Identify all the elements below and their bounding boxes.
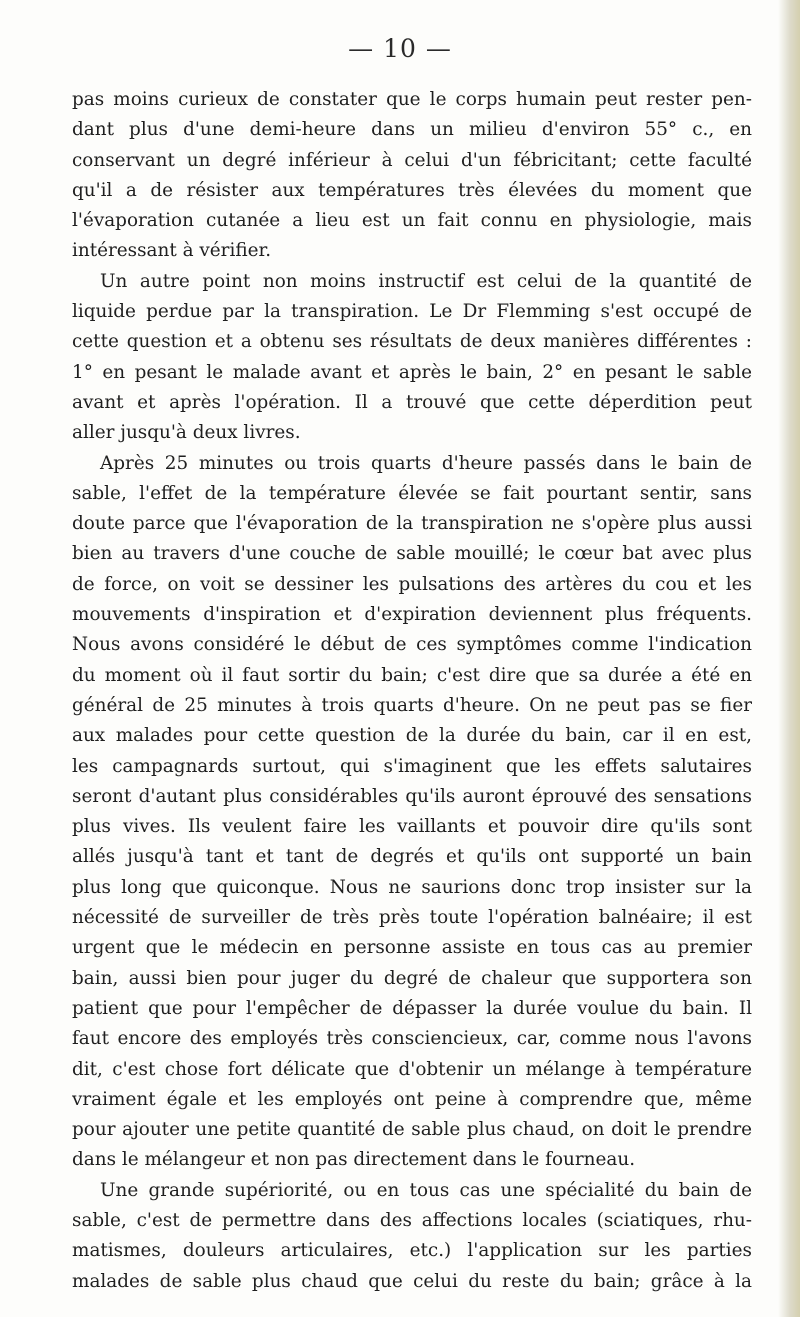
text-line: dant plus d'une demi-heure dans un milieu d'environ 55° c., en — [72, 119, 752, 141]
text-line: faut encore des employés très consciencieux, car, comme nous l'avons — [72, 1028, 752, 1050]
body-text — [72, 85, 752, 1297]
text-line: pour ajouter une petite quantité de sable plus chaud, on doit le prendre — [72, 1119, 752, 1141]
text-line: malades de sable plus chaud que celui du reste du bain; grâce à la — [72, 1270, 752, 1292]
page-number-header: — 10 — — [348, 34, 452, 63]
text-line: du moment où il faut sortir du bain; c'est dire que sa durée a été en — [72, 664, 752, 686]
text-line: les campagnards surtout, qui s'imaginent que les effets salutaires — [72, 755, 752, 777]
text-line: conservant un degré inférieur à celui d'un fébricitant; cette faculté — [72, 149, 752, 171]
paragraph — [72, 267, 752, 449]
paragraph — [72, 1176, 752, 1297]
paragraph — [72, 449, 752, 1176]
text-line: aux malades pour cette question de la durée du bain, car il en est, — [72, 725, 752, 747]
text-line: matismes, douleurs articulaires, etc.) l'application sur les parties — [72, 1240, 752, 1262]
text-line: doute parce que l'évaporation de la transpiration ne s'opère plus aussi — [72, 513, 752, 535]
text-line: Après 25 minutes ou trois quarts d'heure passés dans le bain de — [100, 452, 752, 474]
text-line: dit, c'est chose fort délicate que d'obtenir un mélange à température — [72, 1058, 752, 1080]
text-line: dans le mélangeur et non pas directement dans le fourneau. — [72, 1149, 636, 1171]
text-line: bien au travers d'une couche de sable mouillé; le cœur bat avec plus — [72, 543, 752, 565]
text-line: seront d'autant plus considérables qu'ils auront éprouvé des sensations — [72, 785, 752, 807]
text-line: sable, c'est de permettre dans des affections locales (sciatiques, rhu- — [72, 1209, 752, 1231]
text-line: liquide perdue par la transpiration. Le Dr Flemming s'est occupé de — [72, 301, 752, 323]
page-edge-shadow — [778, 0, 800, 1317]
text-line: l'évaporation cutanée a lieu est un fait connu en physiologie, mais — [72, 210, 752, 232]
text-line: intéressant à vérifier. — [72, 240, 272, 262]
text-line: cette question et a obtenu ses résultats de deux manières différentes : — [72, 331, 752, 353]
text-line: allés jusqu'à tant et tant de degrés et qu'ils ont supporté un bain — [72, 846, 752, 868]
text-line: de force, on voit se dessiner les pulsations des artères du cou et les — [72, 573, 752, 595]
text-line: sable, l'effet de la température élevée se fait pourtant sentir, sans — [72, 482, 752, 504]
text-line: plus vives. Ils veulent faire les vaillants et pouvoir dire qu'ils sont — [72, 816, 752, 838]
text-line: pas moins curieux de constater que le corps humain peut rester pen- — [72, 89, 752, 110]
text-line: nécessité de surveiller de très près toute l'opération balnéaire; il est — [72, 907, 752, 929]
text-line: avant et après l'opération. Il a trouvé que cette déperdition peut — [72, 391, 752, 413]
text-line: général de 25 minutes à trois quarts d'heure. On ne peut pas se fier — [72, 694, 752, 716]
text-line: aller jusqu'à deux livres. — [72, 422, 301, 444]
text-line: bain, aussi bien pour juger du degré de chaleur que supportera son — [72, 967, 752, 989]
paragraph — [72, 85, 752, 267]
text-line: mouvements d'inspiration et d'expiration deviennent plus fréquents. — [72, 604, 752, 626]
text-line: Un autre point non moins instructif est celui de la quantité de — [100, 270, 752, 292]
text-line: Une grande supériorité, ou en tous cas une spécialité du bain de — [100, 1179, 752, 1201]
text-line: patient que pour l'empêcher de dépasser la durée voulue du bain. Il — [72, 997, 752, 1019]
text-line: Nous avons considéré le début de ces symptômes comme l'indication — [72, 634, 752, 656]
text-line: qu'il a de résister aux températures très élevées du moment que — [72, 179, 752, 201]
text-line: vraiment égale et les employés ont peine à comprendre que, même — [72, 1088, 752, 1110]
text-line: plus long que quiconque. Nous ne saurions donc trop insister sur la — [72, 876, 752, 898]
text-line: urgent que le médecin en personne assiste en tous cas au premier — [72, 937, 752, 959]
text-line: 1° en pesant le malade avant et après le bain, 2° en pesant le sable — [72, 361, 752, 383]
